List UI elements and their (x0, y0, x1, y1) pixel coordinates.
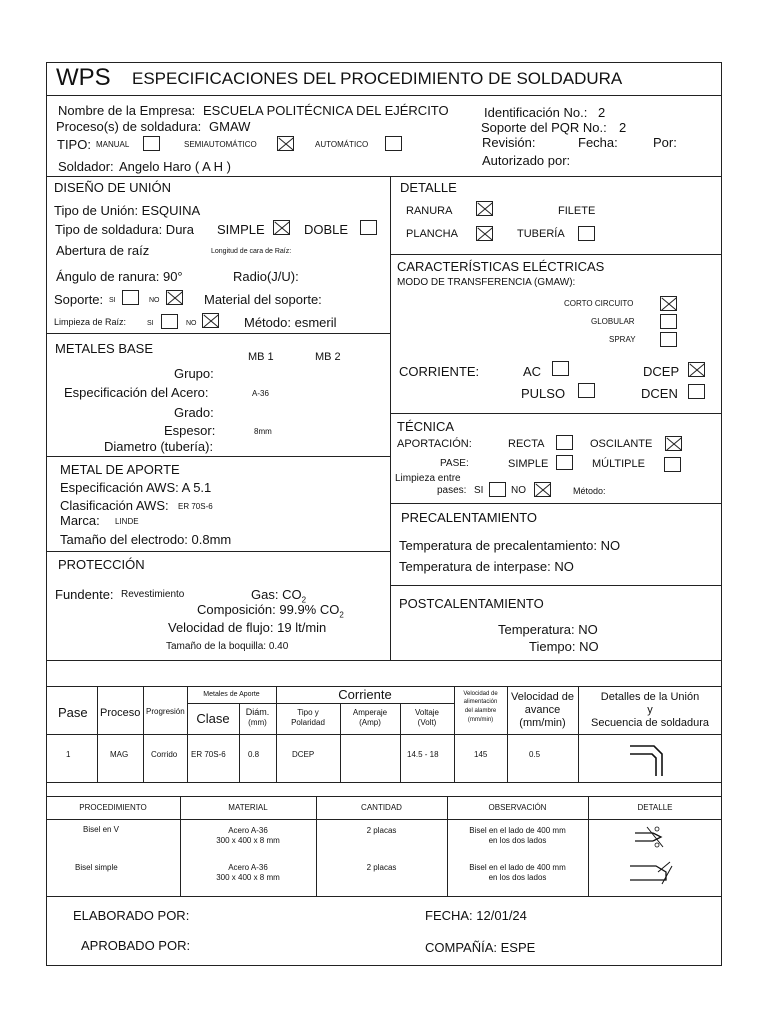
ranura-checkbox[interactable] (476, 201, 493, 216)
proc-row-1-material-2: 300 x 400 x 8 mm (216, 836, 280, 845)
ranura-label: RANURA (406, 205, 453, 217)
limpieza-si-checkbox[interactable] (161, 314, 178, 329)
pases-metodo-label: Método: (573, 486, 606, 496)
tamano-electrodo: Tamaño del electrodo: 0.8mm (60, 532, 232, 547)
post-temperatura: Temperatura: NO (498, 622, 598, 637)
proc-row-1-procedimiento: Bisel en V (83, 825, 120, 834)
divider (390, 176, 391, 660)
pulso-label: PULSO (521, 386, 566, 401)
col-detalles-2: y (647, 704, 653, 716)
fecha-label: Fecha: (578, 135, 618, 150)
col-clase: Clase (196, 711, 230, 726)
electricas-title: CARACTERÍSTICAS ELÉCTRICAS (397, 259, 605, 274)
multiple-checkbox[interactable] (664, 457, 681, 472)
limpieza-no-label: NO (186, 320, 197, 327)
limpieza-si-label: SI (147, 320, 154, 327)
row-diam: 0.8 (248, 750, 260, 759)
tuberia-checkbox[interactable] (578, 226, 595, 241)
recta-checkbox[interactable] (556, 435, 573, 450)
metal-aporte-title: METAL DE APORTE (60, 462, 180, 477)
pqr-value: 2 (619, 120, 627, 135)
composicion-value: Composición: 99.9% $CO_2$ (197, 602, 344, 620)
divider (46, 734, 722, 735)
row-clase: ER 70S-6 (191, 750, 226, 759)
clasificacion-aws-value: ER 70S-6 (178, 502, 213, 511)
col-voltaje-2: (Volt) (417, 718, 437, 727)
dcen-checkbox[interactable] (688, 384, 705, 399)
col-tipo-2: Polaridad (291, 718, 325, 727)
tipo-union: Tipo de Unión: ESQUINA (54, 203, 201, 218)
marca-value: LINDE (115, 517, 139, 526)
proc-col-detalle: DETALLE (637, 803, 673, 812)
fundente-value: Revestimiento (121, 589, 185, 600)
ident-value: 2 (598, 105, 606, 120)
col-pase: Pase (58, 705, 88, 720)
material-soporte-label: Material del soporte: (204, 292, 322, 307)
proc-row-2-procedimiento: Bisel simple (75, 863, 118, 872)
row-vel-alambre: 145 (474, 750, 488, 759)
spray-label: SPRAY (609, 335, 636, 344)
col-amperaje-2: (Amp) (359, 718, 381, 727)
mb2-header: MB 2 (315, 351, 341, 363)
doble-label: DOBLE (304, 222, 349, 237)
pase-label: PASE: (440, 458, 469, 469)
postcalentamiento-title: POSTCALENTAMIENTO (399, 596, 544, 611)
globular-checkbox[interactable] (660, 314, 677, 329)
revision-label: Revisión: (482, 135, 536, 150)
manual-checkbox[interactable] (143, 136, 160, 151)
globular-label: GLOBULAR (591, 317, 635, 326)
row-vel-avance: 0.5 (529, 750, 541, 759)
col-vel-avance-1: Velocidad de (511, 691, 574, 703)
elaborado-por-label: ELABORADO POR: (73, 908, 190, 923)
longitud-label: Longitud de cara de Raíz: (211, 248, 292, 255)
oscilante-checkbox[interactable] (665, 436, 682, 451)
post-tiempo: Tiempo: NO (529, 639, 599, 654)
divider (46, 896, 722, 897)
especificacion-acero-value: A-36 (252, 389, 269, 398)
pases-si-checkbox[interactable] (489, 482, 506, 497)
diseno-title: DISEÑO DE UNIÓN (54, 180, 172, 195)
limpieza-pases-label-1: Limpieza entre (395, 473, 461, 484)
pase-simple-checkbox[interactable] (556, 455, 573, 470)
col-corriente: Corriente (338, 687, 392, 702)
col-detalles-1: Detalles de la Unión (600, 691, 700, 703)
mb1-header: MB 1 (248, 351, 274, 363)
divider (46, 551, 390, 552)
proc-row-2-obs-2: en los dos lados (488, 873, 547, 882)
temp-interpase: Temperatura de interpase: NO (399, 559, 574, 574)
tecnica-title: TÉCNICA (397, 419, 455, 434)
divider (46, 176, 722, 177)
recta-label: RECTA (508, 438, 545, 450)
divider (46, 456, 390, 457)
soldador-value: Angelo Haro ( A H ) (119, 159, 231, 174)
tuberia-label: TUBERÍA (517, 228, 565, 240)
col-vel-alambre-1: Velocidad de (463, 691, 498, 697)
proteccion-title: PROTECCIÓN (58, 557, 145, 572)
proc-row-1-cantidad: 2 placas (366, 826, 397, 835)
doble-checkbox[interactable] (360, 220, 377, 235)
proc-row-2-material-2: 300 x 400 x 8 mm (216, 873, 280, 882)
row-tipo: DCEP (292, 750, 315, 759)
form-code: WPS (56, 64, 111, 91)
form-title: ESPECIFICACIONES DEL PROCEDIMIENTO DE SOLDADURA (132, 69, 623, 88)
simple-label: SIMPLE (217, 222, 265, 237)
manual-label: MANUAL (96, 140, 130, 149)
corto-circuito-checkbox[interactable] (660, 296, 677, 311)
divider (46, 333, 390, 334)
modo-transferencia-label: MODO DE TRANSFERENCIA (GMAW): (397, 277, 576, 288)
semiauto-checkbox[interactable] (277, 136, 294, 151)
detalle-title: DETALLE (400, 180, 457, 195)
empresa-value: ESCUELA POLITÉCNICA DEL EJÉRCITO (203, 103, 449, 118)
row-progresion: Corrido (151, 750, 178, 759)
especificacion-acero-label: Especificación del Acero: (64, 385, 209, 400)
divider (46, 95, 722, 96)
col-vel-alambre-2: alimentación (463, 699, 498, 705)
proc-col-cantidad: CANTIDAD (361, 803, 402, 812)
proc-row-2-material-1: Acero A-36 (228, 863, 268, 872)
divider (390, 585, 722, 586)
tipo-soldadura: Tipo de soldadura: Dura (55, 222, 194, 237)
proc-row-2-obs-1: Bisel en el lado de 400 mm (469, 863, 566, 872)
aprobado-por-label: APROBADO POR: (81, 938, 191, 953)
spray-checkbox[interactable] (660, 332, 677, 347)
pase-simple-label: SIMPLE (508, 458, 549, 470)
v-bevel-detail-icon (633, 823, 673, 851)
auto-checkbox[interactable] (385, 136, 402, 151)
precalentamiento-title: PRECALENTAMIENTO (401, 510, 538, 525)
radio-label: Radio(J/U): (233, 269, 299, 284)
fundente-label: Fundente: (55, 587, 114, 602)
divider (46, 819, 722, 820)
divider (143, 686, 144, 782)
multiple-label: MÚLTIPLE (592, 458, 645, 470)
col-metales-aporte: Metales de Aporte (203, 691, 260, 698)
proc-col-procedimiento: PROCEDIMIENTO (79, 803, 147, 812)
pulso-checkbox[interactable] (578, 383, 595, 398)
divider (390, 413, 722, 414)
auto-label: AUTOMÁTICO (315, 140, 369, 149)
col-proceso: Proceso (100, 707, 141, 719)
ac-label: AC (523, 364, 542, 379)
col-vel-avance-2: avance (524, 704, 561, 716)
row-proceso: MAG (110, 750, 129, 759)
divider (390, 254, 722, 255)
espesor-label: Espesor: (164, 423, 216, 438)
abertura-label: Abertura de raíz (56, 243, 150, 258)
soldador-label: Soldador: (58, 159, 114, 174)
proceso-label: Proceso(s) de soldadura: (56, 119, 202, 134)
tamano-boquilla: Tamaño de la boquilla: 0.40 (166, 641, 289, 652)
divider (46, 796, 722, 797)
dcep-label: DCEP (643, 364, 680, 379)
divider (276, 703, 454, 704)
empresa-label: Nombre de la Empresa: (58, 103, 196, 118)
espesor-value: 8mm (254, 427, 272, 436)
col-vel-alambre-4: (mm/min) (467, 717, 494, 723)
pases-no-checkbox[interactable] (534, 482, 551, 497)
proc-col-observacion: OBSERVACIÓN (488, 803, 547, 812)
divider (390, 503, 722, 504)
grupo-label: Grupo: (174, 366, 214, 381)
marca-label: Marca: (60, 513, 100, 528)
weld-joint-detail-icon (628, 742, 668, 778)
por-label: Por: (653, 135, 677, 150)
pqr-label: Soporte del PQR No.: (481, 120, 607, 135)
especificacion-aws: Especificación AWS: A 5.1 (60, 480, 212, 495)
soporte-si-label: SI (109, 297, 116, 304)
clasificacion-aws-label: Clasificación AWS: (60, 498, 169, 513)
row-pase: 1 (66, 750, 71, 759)
limpieza-pases-label-2: pases: (437, 485, 467, 496)
grado-label: Grado: (174, 405, 214, 420)
col-voltaje-1: Voltaje (414, 708, 440, 717)
fecha-value: FECHA: 12/01/24 (425, 908, 527, 923)
metales-base-title: METALES BASE (55, 341, 154, 356)
autorizado-label: Autorizado por: (482, 153, 571, 168)
tipo-label: TIPO: (57, 137, 91, 152)
col-diam-2: (mm) (248, 718, 267, 727)
compania-value: COMPAÑÍA: ESPE (425, 940, 536, 955)
oscilante-label: OSCILANTE (590, 438, 653, 450)
col-tipo-1: Tipo y (297, 708, 319, 717)
plancha-label: PLANCHA (406, 228, 458, 240)
limpieza-raiz-label: Limpieza de Raíz: (54, 317, 127, 327)
col-progresion: Progresión (146, 707, 185, 716)
proc-row-2-cantidad: 2 placas (366, 863, 397, 872)
col-vel-avance-3: (mm/min) (519, 717, 566, 729)
temp-precalentamiento: Temperatura de precalentamiento: NO (399, 538, 621, 553)
velocidad-flujo: Velocidad de flujo: 19 lt/min (168, 620, 327, 635)
filete-label: FILETE (558, 205, 596, 217)
dcen-label: DCEN (641, 386, 678, 401)
proc-col-material: MATERIAL (228, 803, 268, 812)
gas-value: Gas: $CO_2$ (251, 587, 307, 605)
simple-checkbox[interactable] (273, 220, 290, 235)
divider (46, 782, 722, 783)
metodo-label: Método: esmeril (244, 315, 337, 330)
proc-row-1-material-1: Acero A-36 (228, 826, 268, 835)
corriente-label: CORRIENTE: (399, 364, 480, 379)
angulo-label: Ángulo de ranura: 90° (56, 269, 183, 284)
col-diam-1: Diám. (245, 707, 270, 717)
soporte-label: Soporte: (54, 292, 104, 307)
aportacion-label: APORTACIÓN: (397, 438, 472, 450)
limpieza-no-checkbox[interactable] (202, 313, 219, 328)
divider (187, 703, 276, 704)
col-vel-alambre-3: del alambre (464, 708, 497, 714)
diametro-label: Diametro (tubería): (104, 439, 214, 454)
pases-no-label: NO (511, 485, 526, 496)
corto-circuito-label: CORTO CIRCUITO (564, 299, 634, 308)
col-detalles-3: Secuencia de soldadura (590, 717, 710, 729)
soporte-no-checkbox[interactable] (166, 290, 183, 305)
col-amperaje-1: Amperaje (352, 708, 388, 717)
soporte-si-checkbox[interactable] (122, 290, 139, 305)
divider (187, 686, 188, 782)
ac-checkbox[interactable] (552, 361, 569, 376)
semiauto-label: SEMIAUTOMÁTICO (184, 140, 257, 149)
proc-row-1-obs-2: en los dos lados (488, 836, 547, 845)
dcep-checkbox[interactable] (688, 362, 705, 377)
pases-si-label: SI (474, 485, 484, 496)
single-bevel-detail-icon (628, 858, 676, 888)
soporte-no-label: NO (149, 297, 160, 304)
plancha-checkbox[interactable] (476, 226, 493, 241)
proc-row-1-obs-1: Bisel en el lado de 400 mm (469, 826, 566, 835)
divider (46, 660, 722, 661)
divider (97, 686, 98, 782)
row-voltaje: 14.5 - 18 (407, 750, 439, 759)
proceso-value: GMAW (209, 119, 251, 134)
ident-label: Identificación No.: (484, 105, 588, 120)
